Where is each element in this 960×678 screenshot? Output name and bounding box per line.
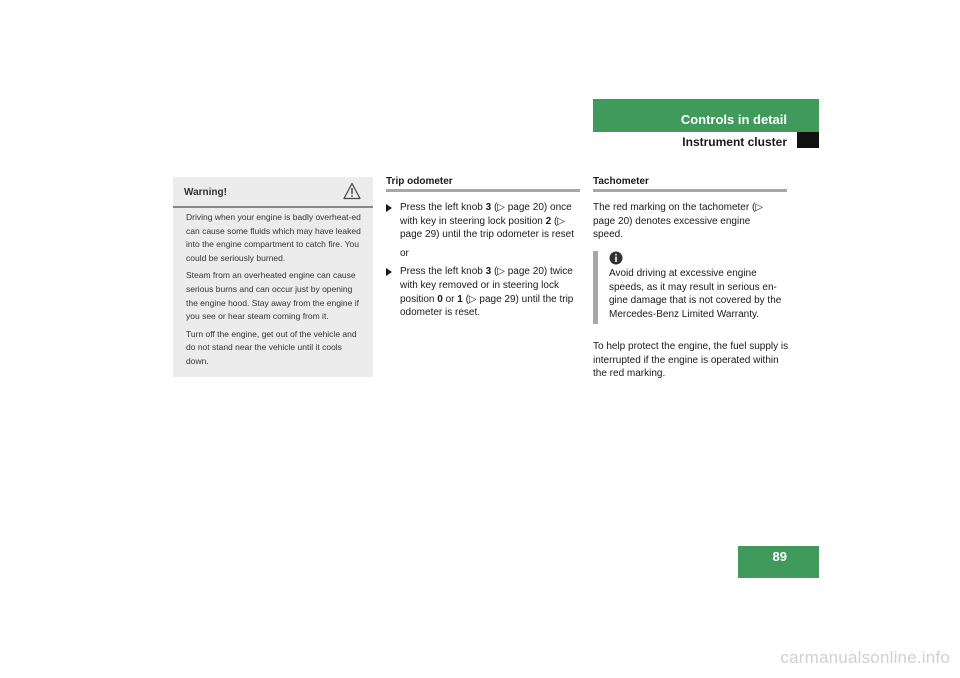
info-note-text: Avoid driving at excessive engine speeds, as it may result in serious en-gine damage that is not covered by the Mercedes-Benz Limited Warranty. [609, 268, 782, 320]
watermark: carmanualsonline.info [780, 648, 950, 667]
knob-number: 3 [485, 202, 492, 213]
warning-paragraph: Driving when your engine is badly overheat-ed can cause some fluids which may have leaked into the engine compartment to catch fire. You could be seriously burned. [186, 212, 361, 263]
chapter-title: Controls in detail [680, 112, 787, 127]
step-text: Press the left knob [400, 202, 486, 213]
trip-odometer-heading: Trip odometer [386, 176, 453, 187]
tachometer-intro-text: The red marking on the tachometer (▷ page 20) denotes excessive engine speed. [593, 202, 763, 241]
step-text: (▷ page 20) twice with key removed or in steering lock position [400, 266, 573, 305]
warning-paragraph: Steam from an overheated engine can cause serious burns and can occur just by opening the engine hood. Stay away from the engine if you see or hear steam coming from it. [186, 270, 359, 322]
bullet-arrow-icon [386, 268, 392, 276]
section-title: Instrument cluster [682, 135, 787, 149]
trip-odometer-body [386, 201, 580, 320]
step-text: (▷ page 20) once with key in steering lock position [400, 202, 572, 227]
info-note-bar [593, 251, 598, 324]
warning-title: Warning! [184, 187, 227, 198]
tachometer-rule [593, 189, 787, 192]
tachometer-heading: Tachometer [593, 176, 649, 187]
warning-triangle-icon [343, 182, 361, 200]
tachometer-outro [593, 340, 789, 381]
warning-divider [173, 206, 373, 208]
step-text: or [442, 293, 458, 305]
header-tab-marker [797, 132, 819, 148]
page-number: 89 [772, 549, 787, 564]
warning-paragraph: Turn off the engine, get out of the vehicle and do not stand near the vehicle until it cools down. [186, 328, 357, 366]
step-text: (▷ page 29) until the trip odometer is reset [400, 215, 574, 241]
instruction-step [386, 265, 580, 319]
or-separator: or [400, 247, 409, 259]
knob-number: 3 [485, 266, 492, 278]
trip-odometer-rule [386, 189, 580, 192]
instruction-step [386, 201, 580, 242]
lock-position: 2 [545, 215, 552, 227]
step-text: (▷ page 29) until the trip odometer is reset. [400, 293, 574, 319]
lock-position: 1 [457, 293, 463, 305]
warning-body [186, 211, 366, 373]
tachometer-outro-text: To help protect the engine, the fuel supply is interrupted if the engine is operated within the red marking. [593, 341, 789, 380]
lock-position: 0 [437, 293, 443, 305]
info-icon [609, 251, 623, 265]
tachometer-intro [593, 201, 779, 242]
bullet-arrow-icon [386, 204, 392, 212]
step-text: Press the left knob [400, 266, 486, 278]
